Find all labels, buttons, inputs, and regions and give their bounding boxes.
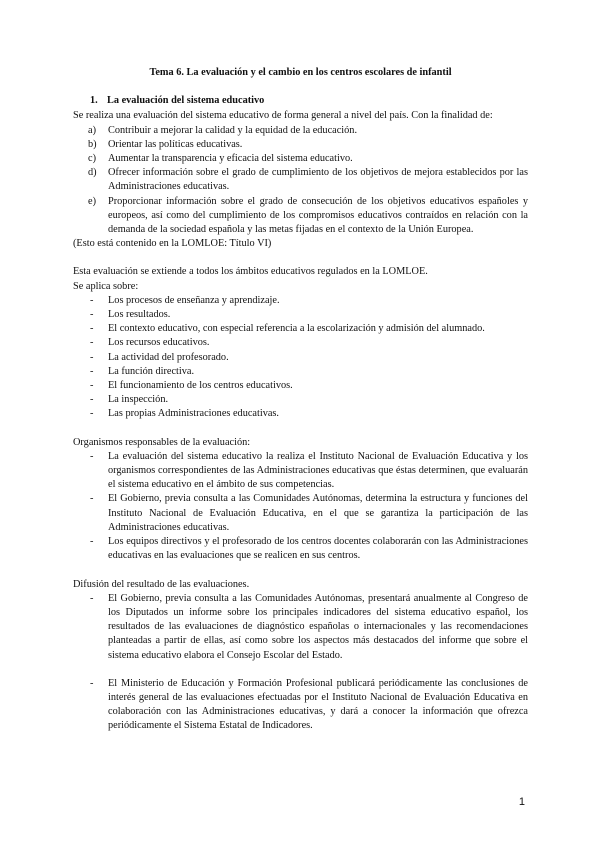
list-item [73, 592, 528, 663]
bodies-list [73, 450, 528, 564]
document-page [73, 66, 528, 734]
list-item [73, 152, 528, 166]
list-item [73, 365, 528, 379]
list-marker: e) [88, 195, 96, 207]
list-marker: - [90, 592, 94, 604]
list-item-text: La actividad del profesorado. [108, 351, 229, 363]
applies-list [73, 294, 528, 422]
list-marker: - [90, 677, 94, 689]
list-marker: - [90, 323, 94, 335]
page-number: 1 [518, 796, 525, 808]
scope-paragraph: Esta evaluación se extiende a todos los ámbitos educativos regulados en la LOMLOE. [73, 266, 428, 278]
list-marker: - [90, 394, 94, 406]
list-item [73, 450, 528, 493]
list-item-text: Los equipos directivos y el profesorado de los centros docentes colaborarán con las Administraciones educativas en las evaluaciones que se realicen en sus centros. [108, 536, 528, 562]
list-marker: c) [88, 153, 96, 165]
list-marker: a) [88, 124, 96, 136]
list-marker: - [90, 380, 94, 392]
purposes-list [73, 124, 528, 238]
list-item-text: Aumentar la transparencia y eficacia del sistema educativo. [108, 153, 353, 165]
list-item [73, 407, 528, 421]
list-item [73, 138, 528, 152]
document-title: Tema 6. La evaluación y el cambio en los centros escolares de infantil [149, 67, 452, 78]
paragraph-gap [73, 251, 528, 265]
list-item-text: El Gobierno, previa consulta a las Comunidades Autónomas, determina la estructura y funciones del Instituto Nacional de Evaluación Educativa, en el que se garantiza la participación de las Administraciones educativas. [108, 493, 528, 533]
list-item [73, 336, 528, 350]
list-item [73, 195, 528, 238]
list-item [73, 124, 528, 138]
list-item [73, 393, 528, 407]
list-marker: - [90, 294, 94, 306]
list-item-text: La función directiva. [108, 365, 195, 377]
list-marker: - [90, 536, 94, 548]
list-item [73, 308, 528, 322]
list-item-text: Contribuir a mejorar la calidad y la equidad de la educación. [108, 124, 358, 136]
list-item-text: El contexto educativo, con especial referencia a la escolarización y admisión del alumnado. [108, 323, 485, 335]
list-marker: - [90, 450, 94, 462]
section-heading [90, 94, 528, 108]
list-marker: b) [88, 138, 97, 150]
list-item [73, 351, 528, 365]
diffusion-list [73, 592, 528, 734]
list-marker: - [90, 408, 94, 420]
list-item [73, 379, 528, 393]
list-item-text: El Ministerio de Educación y Formación Profesional publicará periódicamente las conclusiones de interés general de las evaluaciones efectuadas por el Instituto Nacional de Evaluación Educativa en colaboración con las Administraciones educativas, y dará a conocer la información que ofrezca periódicamente el Sistema Estatal de Indicadores. [108, 677, 528, 732]
list-item-text: Las propias Administraciones educativas. [108, 408, 279, 420]
list-item-text: Ofrecer información sobre el grado de cumplimiento de los objetivos de mejora establecidos por las Administraciones educativas. [108, 167, 528, 193]
paragraph-gap [73, 564, 528, 578]
list-marker: - [90, 309, 94, 321]
list-item-text: El Gobierno, previa consulta a las Comunidades Autónomas, presentará anualmente al Congreso de los Diputados un informe sobre los principales indicadores del sistema educativo español, los resultados de las evaluaciones de diagnóstico españolas o internacionales y las recomendaciones planteadas a partir de ellas, así como sobre los aspectos más destacados del informe que sobre el sistema educativo elabora el Consejo Escolar del Estado. [108, 592, 528, 661]
list-marker: - [90, 493, 94, 505]
paragraph-gap [73, 422, 528, 436]
intro-paragraph: Se realiza una evaluación del sistema educativo de forma general a nivel del país. Con la finalidad de: [73, 110, 493, 122]
list-item [73, 677, 528, 734]
list-item [73, 492, 528, 535]
list-item-text: Los procesos de enseñanza y aprendizaje. [108, 294, 280, 306]
list-item [73, 535, 528, 563]
legal-note: (Esto está contenido en la LOMLOE: Título VI) [73, 238, 272, 250]
list-item-text: Los recursos educativos. [108, 337, 210, 349]
list-marker: - [90, 337, 94, 349]
list-item-text: Proporcionar información sobre el grado de consecución de los objetivos educativos españoles y europeos, así como del cumplimiento de los compromisos educativos contraídos en relación con la demanda de la sociedad española y las metas fijadas en el contexto de la Unión Europea. [108, 195, 528, 236]
section-title: La evaluación del sistema educativo [107, 95, 265, 107]
list-item-text: La evaluación del sistema educativo la realiza el Instituto Nacional de Evaluación Educativa y los organismos correspondientes de las Administraciones educativas que éstas determinen, que evaluarán el sistema educativo en el ámbito de sus competencias. [108, 450, 528, 491]
applies-label: Se aplica sobre: [73, 280, 139, 292]
list-item-text: Orientar las políticas educativas. [108, 138, 243, 150]
bodies-label: Organismos responsables de la evaluación: [73, 436, 251, 448]
list-item-text: Los resultados. [108, 309, 171, 321]
section-number: 1. [90, 95, 98, 107]
list-item-text: La inspección. [108, 394, 169, 406]
list-item [73, 322, 528, 336]
list-item-text: El funcionamiento de los centros educativos. [108, 380, 293, 392]
list-marker: d) [88, 167, 97, 179]
list-marker: - [90, 365, 94, 377]
list-marker: - [90, 351, 94, 363]
diffusion-label: Difusión del resultado de las evaluaciones. [73, 578, 250, 590]
list-item [73, 166, 528, 194]
list-item [73, 294, 528, 308]
